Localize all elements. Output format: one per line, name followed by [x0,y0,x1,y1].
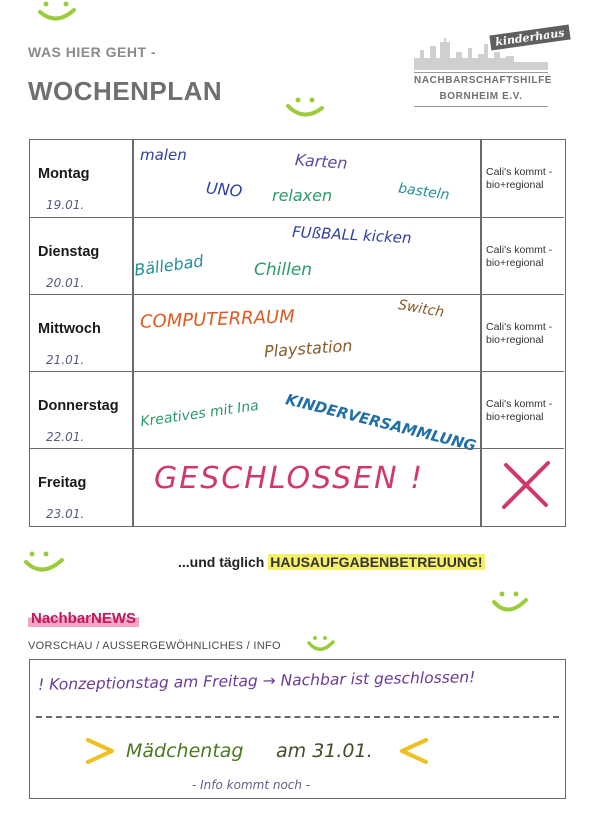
smiley-icon [284,94,328,122]
food-note: Cali's kommt - bio+regional [486,244,553,269]
activity-note: COMPUTERRAUM [139,306,296,333]
logo-divider [414,72,548,73]
smiley-icon [490,588,530,618]
activity-note: basteln [397,180,451,204]
day-date: 22.01. [46,430,85,444]
activity-note: GESCHLOSSEN ! [154,461,425,496]
logo [414,22,566,114]
weekly-plan-table [29,139,566,527]
arrow-right-icon [84,736,118,766]
day-label: Dienstag [38,244,100,260]
day-label: Donnerstag [38,398,119,414]
table-row [30,371,564,456]
arrow-left-icon [396,736,430,766]
table-row [30,217,564,294]
cross-icon [500,461,552,509]
page-title: WOCHENPLAN [28,76,223,106]
activity-note: KINDERVERSAMMLUNG [283,390,478,456]
activity-note: FUßBALL kicken [291,222,413,248]
table-row [30,448,564,526]
activity-note: Bällebad [133,251,205,280]
day-label: Mittwoch [38,321,101,337]
activity-note: Switch [396,297,446,321]
day-label: Montag [38,166,90,182]
activity-note: relaxen [272,186,333,205]
logo-line1: NACHBARSCHAFTSHILFE [414,75,553,86]
news-info: - Info kommt noch - [192,778,311,792]
pre-title: WAS HIER GEHT - [28,44,157,60]
news-note: ! Konzeptionstag am Freitag → Nachbar ist geschlossen! [37,668,476,694]
table-row [30,140,564,217]
smiley-icon [36,0,80,26]
dashed-divider [36,716,559,718]
activity-note: Playstation [263,335,353,362]
daily-highlight: HAUSAUFGABENBETREUUNG! [270,554,483,570]
food-note: Cali's kommt - bio+regional [486,166,553,191]
day-date: 20.01. [46,276,85,290]
logo-line2: BORNHEIM E.V. [439,91,523,102]
day-date: 23.01. [46,507,85,521]
news-event-date: am 31.01. [276,740,373,762]
day-date: 21.01. [46,353,85,367]
food-note: Cali's kommt - bio+regional [486,321,553,346]
news-box [29,659,566,799]
activity-note: Kreatives mit Ina [139,397,260,431]
day-date: 19.01. [46,198,85,212]
logo-divider [414,106,548,107]
day-label: Freitag [38,475,87,491]
activity-note: UNO [205,178,244,201]
daily-prefix: ...und täglich [178,554,265,570]
logo-badge: kinderhaus [489,25,570,51]
news-subtitle: VORSCHAU / AUSSERGEWÖHNLICHES / INFO [28,640,281,652]
activity-note: malen [140,146,187,164]
news-title: NachbarNEWS [28,610,139,627]
smiley-icon [22,548,66,578]
news-event: Mädchentag [126,740,244,762]
smiley-icon [306,634,336,656]
activity-note: Karten [294,150,349,173]
food-note: Cali's kommt - bio+regional [486,398,553,423]
activity-note: Chillen [254,260,313,280]
table-row [30,294,564,371]
daily-homework-line [178,554,485,570]
